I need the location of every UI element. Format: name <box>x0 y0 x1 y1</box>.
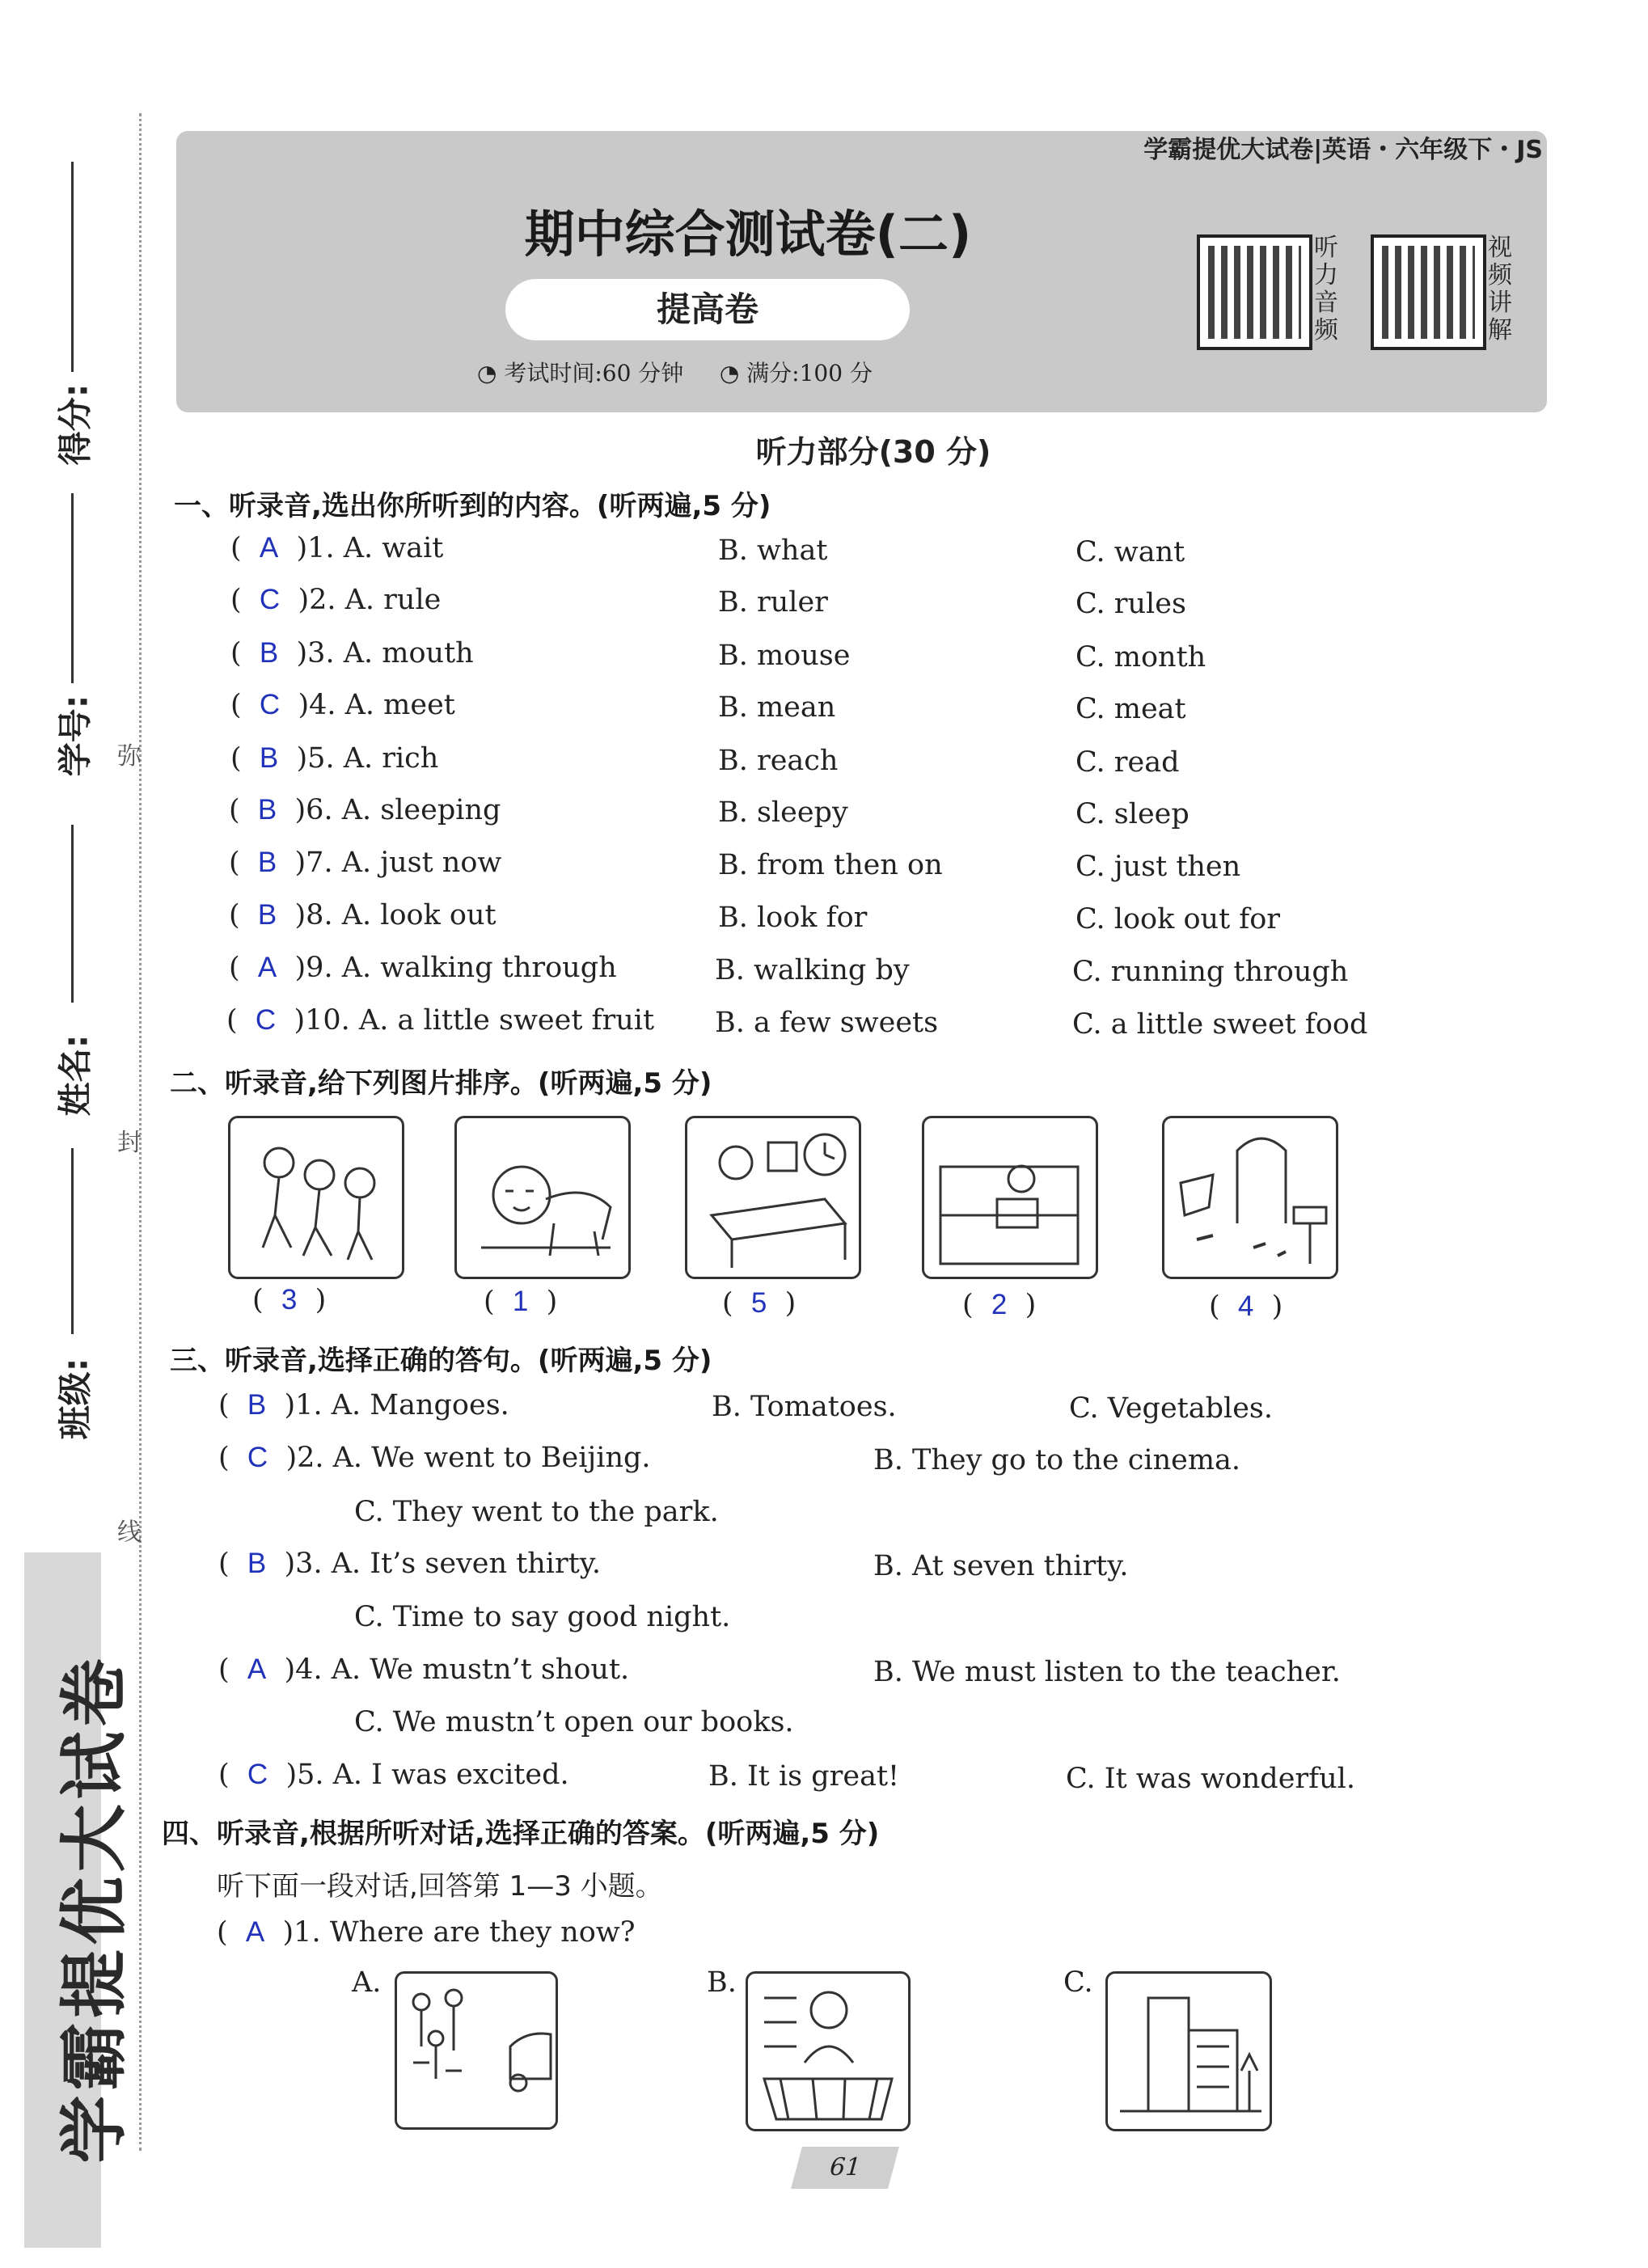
part3-q5-number: )5. <box>285 1759 324 1791</box>
seal-char-xian: 线 <box>117 1518 142 1547</box>
part1-q8-number: )8. <box>294 899 333 931</box>
picture-woman-shopping <box>746 1971 911 2131</box>
part1-q1-number: )1. <box>296 532 335 564</box>
order-answer-3: 5 <box>750 1287 767 1319</box>
part1-q6-option-b: B. sleepy <box>718 796 848 829</box>
picture-people-on-street <box>395 1971 558 2130</box>
part1-q3-option-a: A. mouth <box>343 637 474 669</box>
listening-title: 听力部分(30 分) <box>755 434 991 470</box>
part1-q8-option-b: B. look for <box>718 902 868 934</box>
part1-q7-option-b: B. from then on <box>718 849 943 881</box>
part1-q9-option-b: B. walking by <box>715 954 910 986</box>
seal-char-feng: 封 <box>117 1129 142 1157</box>
exam-time: 考试时间:60 分钟 <box>504 360 684 386</box>
part1-q5-option-a: A. rich <box>343 742 439 775</box>
number-blank-line <box>71 493 74 683</box>
order-caption-2: ( 1 ) <box>484 1286 558 1318</box>
picture-messy-room <box>1162 1116 1338 1279</box>
part1-q4-answer: C <box>259 689 281 720</box>
page-number: 61 <box>791 2147 899 2189</box>
part1-q5-stem: ( B )5. A. rich <box>230 742 439 775</box>
part1-q3-number: )3. <box>296 637 335 669</box>
part3-q2-option-b: B. They go to the cinema. <box>873 1444 1241 1476</box>
qr-code-audio[interactable] <box>1197 234 1312 350</box>
order-caption-1: ( 3 ) <box>252 1284 327 1316</box>
part1-q6-option-c: C. sleep <box>1075 798 1190 830</box>
part3-q3-answer: B <box>247 1548 267 1579</box>
part1-q5-option-c: C. read <box>1075 746 1180 779</box>
part1-q9-option-c: C. running through <box>1072 956 1349 988</box>
part1-q4-number: )4. <box>298 689 336 721</box>
part3-q5-stem: ( C )5. A. I was excited. <box>218 1759 569 1791</box>
part3-q3-stem: ( B )3. A. It’s seven thirty. <box>218 1548 602 1580</box>
part4-heading: 四、听录音,根据所听对话,选择正确的答案。(听两遍,5 分) <box>162 1818 880 1850</box>
part3-q3-number: )3. <box>284 1548 323 1580</box>
part1-q4-option-c: C. meat <box>1075 693 1186 725</box>
part1-q4-option-a: A. meet <box>344 689 455 721</box>
part3-q3-option-a: A. It’s seven thirty. <box>331 1548 602 1580</box>
part4-option-b-label: B. <box>707 1966 737 1999</box>
part1-q2-answer: C <box>259 584 281 615</box>
part1-q10-answer: C <box>255 1004 277 1036</box>
part3-q1-option-b: B. Tomatoes. <box>712 1391 897 1423</box>
name-blank-line <box>71 825 74 1003</box>
part4-option-c-label: C. <box>1063 1966 1093 1999</box>
qr-video-label: 视频讲解 <box>1488 234 1512 344</box>
part3-q3-option-b: B. At seven thirty. <box>873 1550 1129 1582</box>
part1-q8-answer: B <box>257 899 277 931</box>
order-answer-5: 4 <box>1237 1290 1254 1322</box>
part3-q4-option-c: C. We mustn’t open our books. <box>354 1706 794 1738</box>
part1-q4-stem: ( C )4. A. meet <box>230 689 455 721</box>
part1-q7-option-a: A. just now <box>341 847 502 879</box>
part1-q1-option-b: B. what <box>718 534 828 567</box>
part1-q8-option-a: A. look out <box>341 899 497 931</box>
part3-q4-option-b: B. We must listen to the teacher. <box>873 1656 1341 1688</box>
part1-q3-option-c: C. month <box>1075 641 1206 674</box>
brand-text: 学霸提优大试卷 <box>54 1653 134 2164</box>
class-blank-line <box>71 1148 74 1334</box>
part1-q2-option-c: C. rules <box>1075 588 1186 620</box>
part1-q6-number: )6. <box>294 794 333 826</box>
picture-lion <box>454 1116 631 1279</box>
part1-q4-option-b: B. mean <box>718 691 836 724</box>
class-label: 班级: <box>55 1358 95 1440</box>
part3-q1-option-c: C. Vegetables. <box>1069 1392 1274 1425</box>
seal-char-mi: 弥 <box>117 742 142 771</box>
part1-q2-option-b: B. ruler <box>718 586 828 619</box>
part1-q7-answer: B <box>257 847 277 878</box>
exam-score: 满分:100 分 <box>746 360 873 386</box>
part4-q1-question: )1. Where are they now? <box>282 1916 636 1949</box>
part3-q5-option-c: C. It was wonderful. <box>1066 1763 1355 1795</box>
part1-q8-option-c: C. look out for <box>1075 903 1281 935</box>
order-answer-4: 2 <box>991 1289 1008 1320</box>
part1-q6-option-a: A. sleeping <box>341 794 501 826</box>
part1-q10-number: )10. <box>294 1004 350 1037</box>
order-answer-2: 1 <box>512 1286 529 1317</box>
part1-q1-stem: ( A )1. A. wait <box>230 532 444 564</box>
part4-option-a-label: A. <box>352 1966 382 1999</box>
part1-q1-answer: A <box>259 532 279 564</box>
order-answer-1: 3 <box>281 1284 298 1316</box>
picture-building <box>1105 1971 1272 2131</box>
part3-q1-number: )1. <box>284 1389 323 1421</box>
part1-q2-option-a: A. rule <box>344 584 442 616</box>
part3-q1-stem: ( B )1. A. Mangoes. <box>218 1389 509 1421</box>
name-label: 姓名: <box>55 1034 95 1117</box>
part1-q8-stem: ( B )8. A. look out <box>229 899 497 931</box>
part3-q1-option-a: A. Mangoes. <box>331 1389 509 1421</box>
part1-q9-option-a: A. walking through <box>341 952 617 984</box>
part1-q3-option-b: B. mouse <box>718 640 851 672</box>
subtitle-pill: 提高卷 <box>505 279 910 340</box>
order-caption-4: ( 2 ) <box>962 1289 1037 1321</box>
part3-q4-stem: ( A )4. A. We mustn’t shout. <box>218 1653 630 1686</box>
part1-q10-stem: ( C )10. A. a little sweet fruit <box>226 1004 655 1037</box>
page-title: 期中综合测试卷(二) <box>524 205 972 264</box>
part1-q5-number: )5. <box>296 742 335 775</box>
part1-q7-stem: ( B )7. A. just now <box>229 847 502 879</box>
score-blank-line <box>71 162 74 372</box>
picture-girl-at-desk <box>685 1116 861 1279</box>
part4-intro: 听下面一段对话,回答第 1—3 小题。 <box>217 1870 663 1903</box>
part3-q5-option-b: B. It is great! <box>708 1760 900 1793</box>
part1-q7-option-c: C. just then <box>1075 851 1241 883</box>
part3-q4-answer: A <box>247 1653 267 1685</box>
part1-q1-option-a: A. wait <box>343 532 444 564</box>
part1-heading: 一、听录音,选出你所听到的内容。(听两遍,5 分) <box>174 490 771 522</box>
part3-q2-stem: ( C )2. A. We went to Beijing. <box>218 1442 651 1474</box>
part1-q10-option-b: B. a few sweets <box>715 1007 939 1039</box>
part1-q6-stem: ( B )6. A. sleeping <box>229 794 501 826</box>
part3-q4-option-a: A. We mustn’t shout. <box>331 1653 630 1686</box>
part1-q10-option-c: C. a little sweet food <box>1072 1008 1368 1041</box>
clock-icon: ◔ <box>719 360 740 386</box>
order-caption-3: ( 5 ) <box>722 1287 797 1320</box>
part1-q9-stem: ( A )9. A. walking through <box>229 952 617 984</box>
order-caption-5: ( 4 ) <box>1209 1290 1283 1323</box>
part4-q1-answer: A <box>245 1916 265 1948</box>
part3-q4-number: )4. <box>284 1653 323 1686</box>
part3-q3-option-c: C. Time to say good night. <box>354 1601 731 1633</box>
part3-q1-answer: B <box>247 1389 267 1421</box>
part3-q2-option-a: A. We went to Beijing. <box>332 1442 651 1474</box>
number-label: 学号: <box>55 695 95 777</box>
picture-children-running <box>228 1116 404 1279</box>
part1-q5-answer: B <box>259 742 279 774</box>
part3-q2-answer: C <box>247 1442 268 1473</box>
part1-q5-option-b: B. reach <box>718 745 839 777</box>
part1-q7-number: )7. <box>294 847 333 879</box>
exam-meta <box>477 356 873 388</box>
part2-heading: 二、听录音,给下列图片排序。(听两遍,5 分) <box>170 1067 712 1100</box>
series-label: 学霸提优大试卷|英语・六年级下・JS <box>1143 136 1543 164</box>
qr-audio-label: 听力音频 <box>1314 234 1338 344</box>
part1-q3-answer: B <box>259 637 279 669</box>
part1-q10-option-a: A. a little sweet fruit <box>358 1004 655 1037</box>
part1-q6-answer: B <box>257 794 277 826</box>
score-label: 得分: <box>55 383 95 466</box>
part1-q9-answer: A <box>257 952 277 983</box>
part3-q5-answer: C <box>247 1759 268 1790</box>
part3-q2-number: )2. <box>285 1442 324 1474</box>
part3-q2-option-c: C. They went to the park. <box>354 1496 719 1528</box>
part1-q3-stem: ( B )3. A. mouth <box>230 637 474 669</box>
part1-q2-number: )2. <box>298 584 336 616</box>
part1-q1-option-c: C. want <box>1075 536 1185 568</box>
part1-q2-stem: ( C )2. A. rule <box>230 584 442 616</box>
part3-heading: 三、听录音,选择正确的答句。(听两遍,5 分) <box>170 1345 712 1377</box>
part4-q1-stem: ( A )1. Where are they now? <box>217 1916 636 1949</box>
part3-q5-option-a: A. I was excited. <box>332 1759 569 1791</box>
part1-q9-number: )9. <box>294 952 333 984</box>
clock-icon: ◔ <box>477 360 497 386</box>
picture-man-reading-sofa <box>922 1116 1098 1279</box>
qr-code-video[interactable] <box>1371 234 1486 350</box>
